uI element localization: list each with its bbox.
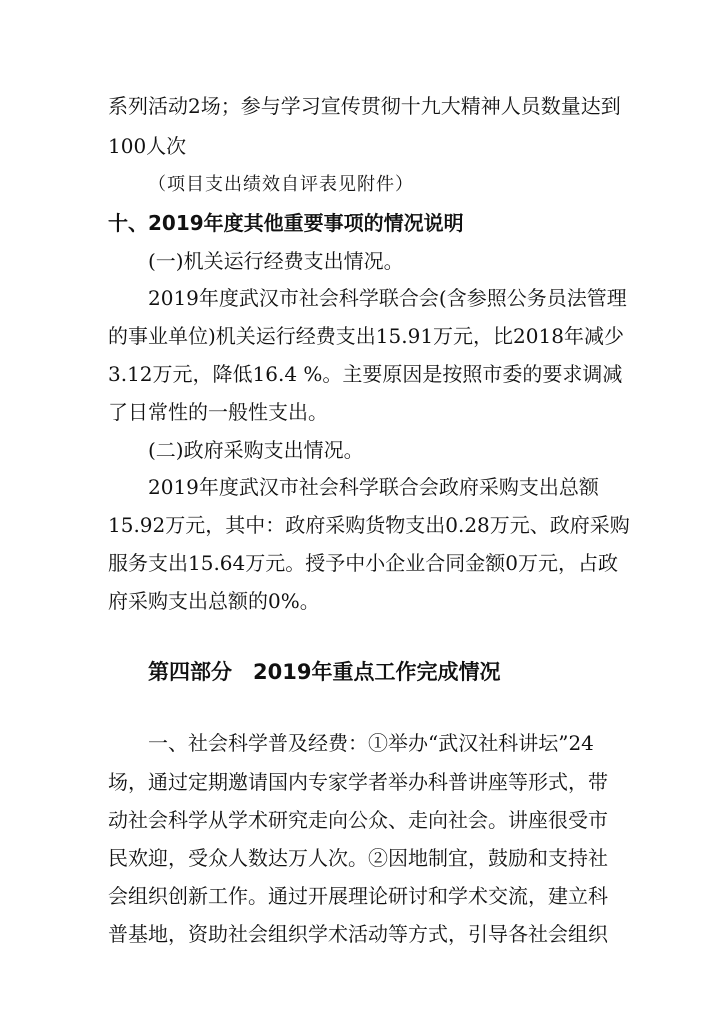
annotation-note: （项目支出绩效自评表见附件） — [148, 174, 414, 195]
body-text-line: 一、社会科学普及经费：①举办“武汉社科讲坛”24 — [148, 731, 594, 755]
body-text-line: 普基地，资助社会组织学术活动等方式，引导各社会组织 — [108, 922, 608, 946]
body-text-line: 府采购支出总额的0%。 — [108, 589, 320, 613]
section-heading: 十、2019年度其他重要事项的情况说明 — [108, 211, 464, 235]
body-text-line: 了日常性的一般性支出。 — [108, 400, 328, 424]
body-text-line: 15.92万元，其中：政府采购货物支出0.28万元、政府采购 — [108, 513, 630, 537]
body-text-line: 服务支出15.64万元。授予中小企业合同金额0万元，占政 — [108, 551, 618, 575]
body-text-line: 动社会科学从学术研究走向公众、走向社会。讲座很受市 — [108, 808, 608, 832]
body-text-line: 100人次 — [108, 134, 187, 158]
body-text-line: 系列活动2场；参与学习宣传贯彻十九大精神人员数量达到 — [108, 94, 621, 118]
body-text-line: 会组织创新工作。通过开展理论研讨和学术交流，建立科 — [108, 884, 608, 908]
subsection-heading: (一)机关运行经费支出情况。 — [148, 249, 404, 273]
body-text-line: 的事业单位)机关运行经费支出15.91万元，比2018年减少 — [108, 324, 624, 348]
subsection-heading: (二)政府采购支出情况。 — [148, 438, 364, 462]
body-text-line: 场，通过定期邀请国内专家学者举办科普讲座等形式，带 — [108, 770, 608, 794]
body-text-line: 2019年度武汉市社会科学联合会(含参照公务员法管理 — [148, 286, 627, 310]
body-text-line: 3.12万元，降低16.4 %。主要原因是按照市委的要求调减 — [108, 362, 623, 386]
body-text-line: 民欢迎，受众人数达万人次。②因地制宜，鼓励和支持社 — [108, 846, 608, 870]
part-heading: 第四部分 2019年重点工作完成情况 — [148, 660, 501, 684]
body-text-line: 2019年度武汉市社会科学联合会政府采购支出总额 — [148, 475, 599, 499]
